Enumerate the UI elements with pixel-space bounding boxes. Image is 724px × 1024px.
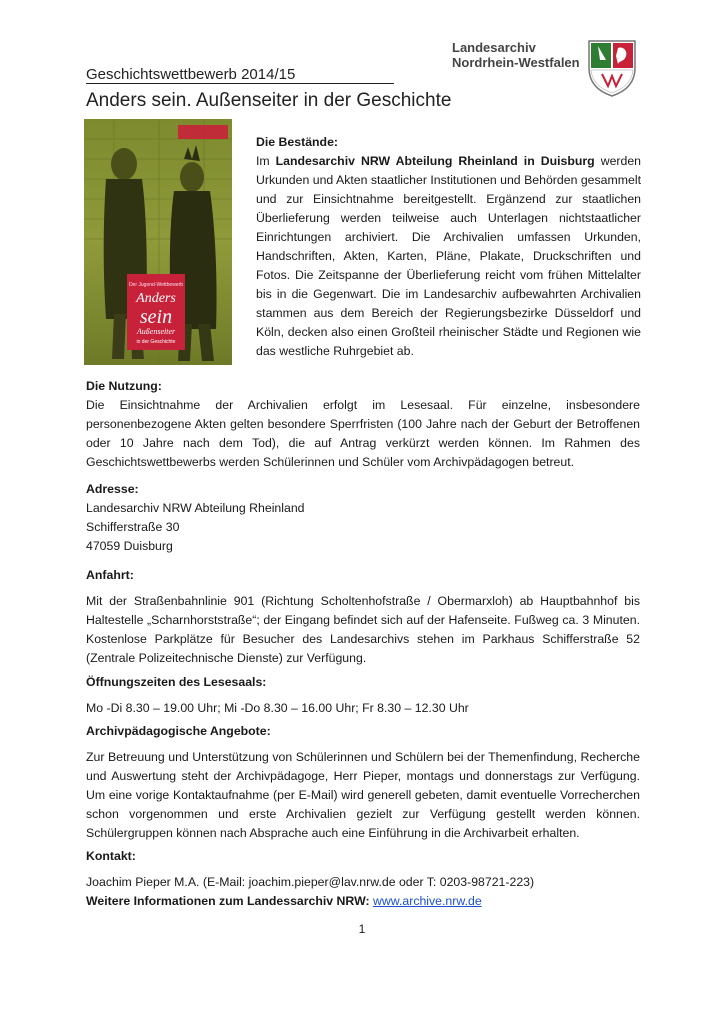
- cover-title-line-2: sein: [139, 306, 173, 328]
- page-number: 1: [358, 922, 366, 936]
- bestaende-heading: Die Bestände:: [256, 135, 339, 149]
- oeffnungszeiten-heading: Öffnungszeiten des Lesesaals:: [86, 675, 267, 689]
- adresse-line-2: Schifferstraße 30: [86, 520, 180, 534]
- document-title: Anders sein. Außenseiter in der Geschichte: [86, 90, 452, 111]
- kontakt-more-info: [86, 892, 640, 911]
- bestaende-institution: Landesarchiv NRW Abteilung Rheinland in Duisburg: [275, 154, 595, 168]
- angebote-heading: Archivpädagogische Angebote:: [86, 724, 271, 738]
- section-nutzung: [86, 377, 640, 472]
- archive-website-link[interactable]: www.archive.nrw.de: [373, 894, 482, 908]
- kontakt-line-1: Joachim Pieper M.A. (E-Mail: joachim.pieper@lav.nrw.de oder T: 0203-98721-223): [86, 875, 535, 889]
- bestaende-body: werden Urkunden und Akten staatlicher Institutionen und Behörden gesammelt und zur Einsichtnahme bereitgestellt. Ergänzend zur staatlichen Überlieferung werden teilweise auch Unterlagen nichtstaatlicher Einrichtungen archiviert. Die Archivalien umfassen Urkunden, Handschriften, Akten, Karten, Pläne, Plakate, Druckschriften und Fotos. Die Zeitspanne der Überlieferung reicht vom frühen Mittelalter bis in die Gegenwart. Die im Landesarchiv aufbewahrten Archivalien stammen aus dem Bereich der Regierungsbezirke Düsseldorf und Köln, decken also einen Großteil rheinischer Städte und Regionen wie das westliche Ruhrgebiet ab.: [256, 154, 642, 358]
- bestaende-prefix: Im: [256, 154, 276, 168]
- adresse-line-1: Landesarchiv NRW Abteilung Rheinland: [86, 501, 305, 515]
- nutzung-heading: Die Nutzung:: [86, 379, 162, 393]
- adresse-heading: Adresse:: [86, 482, 139, 496]
- archive-logo-text: [452, 40, 580, 70]
- kontakt-more-label: Weitere Informationen zum Landessarchiv NRW:: [86, 894, 373, 908]
- section-bestaende: [256, 133, 641, 361]
- section-kontakt: [86, 847, 640, 911]
- logo-line-1: Landesarchiv: [452, 40, 536, 55]
- bestaende-text: [256, 152, 641, 361]
- book-cover-image: [84, 119, 232, 365]
- cover-subtitle-2: in der Geschichte: [136, 339, 176, 345]
- cover-small-text: Der Jugend-Wettbewerb: [128, 282, 184, 288]
- logo-line-2: Nordrhein-Westfalen: [452, 55, 580, 70]
- competition-heading: [86, 66, 394, 84]
- adresse-line-3: 47059 Duisburg: [86, 539, 173, 553]
- section-adresse: [86, 480, 640, 556]
- angebote-text: Zur Betreuung und Unterstützung von Schülerinnen und Schülern bei der Themenfindung, Recherche und Auswertung steht der Archivpädagoge, Herr Pieper, montags und donnerstags zur Verfügung. Um eine vorige Kontaktaufnahme (per E-Mail) wird generell gebeten, damit eventuelle Vorrecherchen schon vorgenommen und erste Archivalien gezielt zur Verfügung gestellt werden können. Schülergruppen können nach Absprache auch eine Einführung in die Archivarbeit erhalten.: [86, 750, 640, 840]
- nrw-crest-icon: [586, 38, 638, 98]
- cover-subtitle-1: Außenseiter: [136, 327, 176, 336]
- oeffnungszeiten-text: Mo -Di 8.30 – 19.00 Uhr; Mi -Do 8.30 – 16.00 Uhr; Fr 8.30 – 12.30 Uhr: [86, 701, 469, 715]
- section-oeffnungszeiten: [86, 673, 640, 718]
- competition-label: Geschichtswettbewerb 2014/15: [86, 66, 394, 84]
- section-anfahrt: [86, 566, 640, 668]
- section-angebote: [86, 722, 640, 843]
- anfahrt-text: Mit der Straßenbahnlinie 901 (Richtung Scholtenhofstraße / Obermarxloh) ab Hauptbahnhof bis Haltestelle „Scharnhorststraße“; der Eingang befindet sich auf der Hafenseite. Fußweg ca. 3 Minuten. Kostenlose Parkplätze für Besucher des Landesarchivs stehen im Parkhaus Schifferstraße 52 (Zentrale Polizeitechnische Dienste) zur Verfügung.: [86, 594, 640, 665]
- kontakt-heading: Kontakt:: [86, 849, 136, 863]
- nutzung-text: Die Einsichtnahme der Archivalien erfolgt im Lesesaal. Für einzelne, insbesondere personenbezogene Akten gelten besondere Sperrfristen (100 Jahre nach der Geburt der Betroffenen oder 10 Jahre nach dem Tod), die auf Antrag verkürzt werden können. Im Rahmen des Geschichtswettbewerbs werden Schülerinnen und Schüler vom Archivpädagogen betreut.: [86, 398, 640, 469]
- cover-title-line-1: Anders: [136, 291, 176, 306]
- anfahrt-heading: Anfahrt:: [86, 568, 134, 582]
